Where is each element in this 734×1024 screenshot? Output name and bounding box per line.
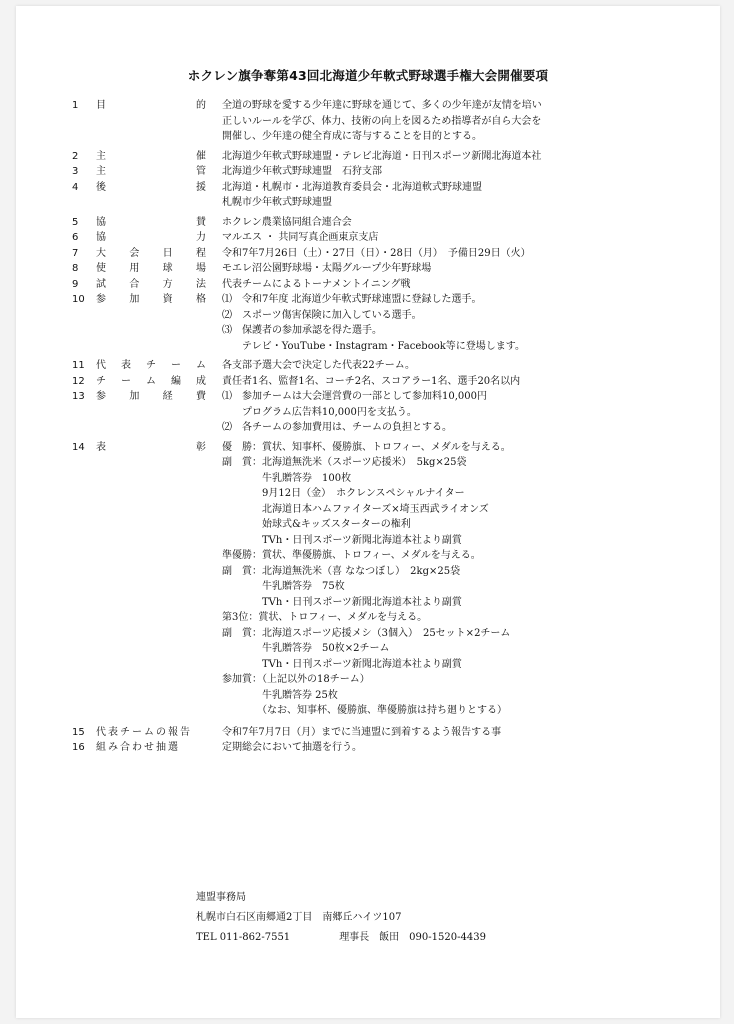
- item-content: [206, 277, 712, 293]
- item-label: 協 賛: [96, 216, 206, 228]
- item-row: [72, 230, 712, 246]
- item-line: TVh・日刊スポーツ新聞北海道本社より副賞: [222, 534, 462, 546]
- item-line: モエレ沼公園野球場・太陽グループ少年野球場: [222, 263, 432, 274]
- item-line: 牛乳贈答券 100枚: [222, 472, 352, 484]
- item-content: [206, 358, 712, 374]
- office-tel: TEL 011-862-7551: [196, 932, 291, 943]
- item-content: [206, 230, 712, 246]
- item-line: 準優勝：賞状、準優勝旗、トロフィー、メダルを与える。: [222, 550, 481, 561]
- item-content: [206, 740, 712, 756]
- item-line: 副 賞：北海道無洗米（スポーツ応援米） 5kg×25袋: [222, 457, 467, 468]
- item-line: ⑵ スポーツ傷害保険に加入している選手。: [222, 309, 422, 321]
- item-content: [206, 440, 712, 719]
- item-row: [72, 725, 712, 741]
- item-label: 大 会 日 程: [96, 247, 206, 259]
- item-label: 主 管: [96, 166, 206, 177]
- item-number: 10: [72, 294, 85, 305]
- item-row: [72, 440, 712, 719]
- item-number: 2: [72, 150, 79, 162]
- item-line: 開催し、少年達の健全育成に寄与することを目的とする。: [222, 131, 482, 142]
- item-line: 副 賞：北海道無洗米（喜 ななつぼし） 2kg×25袋: [222, 565, 461, 577]
- item-line: 9月12日（金） ホクレンスペシャルナイター: [222, 488, 465, 499]
- item-row: [72, 246, 712, 262]
- item-label: 組み合わせ抽選: [96, 742, 180, 753]
- item-content: [206, 180, 712, 211]
- item-number: 12: [72, 375, 85, 387]
- item-label: 参 加 経 費: [96, 391, 206, 402]
- item-line: 北海道少年軟式野球連盟 石狩支部: [222, 166, 382, 177]
- item-line: 牛乳贈答券 75枚: [222, 581, 345, 592]
- item-number: 14: [72, 441, 85, 453]
- item-content: [206, 292, 712, 354]
- item-line: プログラム広告料10,000円を支払う。: [222, 406, 417, 418]
- item-line: 始球式&キッズスターターの権利: [222, 519, 411, 530]
- office-footer: [196, 888, 486, 948]
- item-content: [206, 374, 712, 390]
- item-line: マルエス ・ 共同写真企画東京支店: [222, 232, 379, 243]
- contact-line: [196, 928, 486, 948]
- document-page: [16, 6, 720, 1018]
- item-line: 北海道日本ハムファイターズ×埼玉西武ライオンズ: [222, 503, 489, 515]
- item-number: 6: [72, 232, 79, 243]
- item-number: 7: [72, 247, 79, 259]
- item-content: [206, 725, 712, 741]
- document-title: ホクレン旗争奪第43回北海道少年軟式野球選手権大会開催要項: [187, 68, 549, 83]
- item-label: 協 力: [96, 232, 206, 243]
- item-line: 牛乳贈答券 25枚: [222, 689, 338, 701]
- item-content: [206, 261, 712, 277]
- item-line: 北海道・札幌市・北海道教育委員会・北海道軟式野球連盟: [222, 181, 482, 193]
- item-label: 参 加 資 格: [96, 294, 206, 305]
- item-row: [72, 277, 712, 293]
- item-number: 4: [72, 181, 79, 193]
- item-number: 3: [72, 166, 79, 177]
- item-label: 試 合 方 法: [96, 278, 206, 290]
- item-line: 代表チームによるトーナメントイニング戦: [222, 278, 411, 290]
- item-line: ⑴ 参加チームは大会運営費の一部として参加料10,000円: [222, 391, 487, 402]
- item-line: ⑵ 各チームの参加費用は、チームの負担とする。: [222, 422, 452, 433]
- item-row: [72, 164, 712, 180]
- item-line: 第3位：賞状、トロフィー、メダルを与える。: [222, 612, 428, 623]
- item-line: TVh・日刊スポーツ新聞北海道本社より副賞: [222, 596, 462, 608]
- item-line: 全道の野球を愛する少年達に野球を通じて、多くの少年達が友情を培い: [222, 100, 542, 111]
- item-line: 副 賞：北海道スポーツ応援メシ（3個入） 25セット×2チーム: [222, 627, 511, 639]
- item-content: [206, 389, 712, 436]
- item-label: チ ー ム 編 成: [96, 375, 206, 387]
- item-row: [72, 389, 712, 436]
- item-row: [72, 180, 712, 211]
- item-number: 8: [72, 263, 79, 274]
- item-line: 北海道少年軟式野球連盟・テレビ北海道・日刊スポーツ新聞北海道本社: [222, 150, 542, 162]
- item-line: 各支部予選大会で決定した代表22チーム。: [222, 360, 416, 371]
- item-label: 表 彰: [96, 441, 206, 453]
- item-row: [72, 261, 712, 277]
- item-row: [72, 98, 712, 145]
- item-row: [72, 740, 712, 756]
- item-row: [72, 374, 712, 390]
- item-number: 1: [72, 100, 79, 111]
- item-label: 後 援: [96, 181, 206, 193]
- item-line: 責任者1名、監督1名、コーチ2名、スコアラー1名、選手20名以内: [222, 375, 521, 387]
- item-line: 令和7年7月7日（月）までに当連盟に到着するよう報告する事: [222, 726, 502, 738]
- office-address: 札幌市白石区南郷通2丁目 南郷丘ハイツ107: [196, 912, 402, 923]
- item-line: 牛乳贈答券 50枚×2チーム: [222, 643, 390, 654]
- item-line: 参加賞：（上記以外の18チーム）: [222, 674, 370, 685]
- item-content: [206, 98, 712, 145]
- item-number: 13: [72, 391, 85, 402]
- item-label: 目 的: [96, 100, 206, 111]
- item-number: 5: [72, 216, 79, 228]
- item-content: [206, 246, 712, 262]
- item-line: ⑴ 令和7年度 北海道少年軟式野球連盟に登録した選手。: [222, 294, 482, 305]
- item-content: [206, 215, 712, 231]
- item-line: 優 勝：賞状、知事杯、優勝旗、トロフィー、メダルを与える。: [222, 441, 511, 453]
- item-label: 主 催: [96, 150, 206, 162]
- chair-contact: 理事長 飯田 090-1520-4439: [339, 932, 486, 943]
- item-row: [72, 292, 712, 354]
- item-row: [72, 358, 712, 374]
- item-label: 使 用 球 場: [96, 263, 206, 274]
- item-line: 定期総会において抽選を行う。: [222, 742, 362, 753]
- item-row: [72, 215, 712, 231]
- item-line: ホクレン農業協同組合連合会: [222, 216, 352, 228]
- item-content: [206, 164, 712, 180]
- item-line: テレビ・YouTube・Instagram・Facebook等に登場します。: [222, 340, 525, 352]
- item-label: 代表チームの報告: [96, 726, 192, 738]
- item-content: [206, 149, 712, 165]
- item-line: TVh・日刊スポーツ新聞北海道本社より副賞: [222, 658, 462, 670]
- item-label: 代 表 チ ー ム: [96, 360, 206, 371]
- item-number: 9: [72, 278, 79, 290]
- item-line: 札幌市少年軟式野球連盟: [222, 197, 332, 208]
- item-number: 11: [72, 360, 85, 371]
- item-row: [72, 149, 712, 165]
- item-line: ⑶ 保護者の参加承認を得た選手。: [222, 325, 382, 336]
- item-line: 令和7年7月26日（土）・27日（日）・28日（月） 予備日29日（火）: [222, 247, 531, 259]
- item-line: （なお、知事杯、優勝旗、準優勝旗は持ち廻りとする）: [222, 705, 507, 716]
- office-name: 連盟事務局: [196, 892, 246, 903]
- item-line: 正しいルールを学び、体力、技術の向上を図るため指導者が自ら大会を: [222, 115, 542, 127]
- item-number: 16: [72, 742, 85, 753]
- item-number: 15: [72, 726, 85, 738]
- item-list: [72, 98, 712, 756]
